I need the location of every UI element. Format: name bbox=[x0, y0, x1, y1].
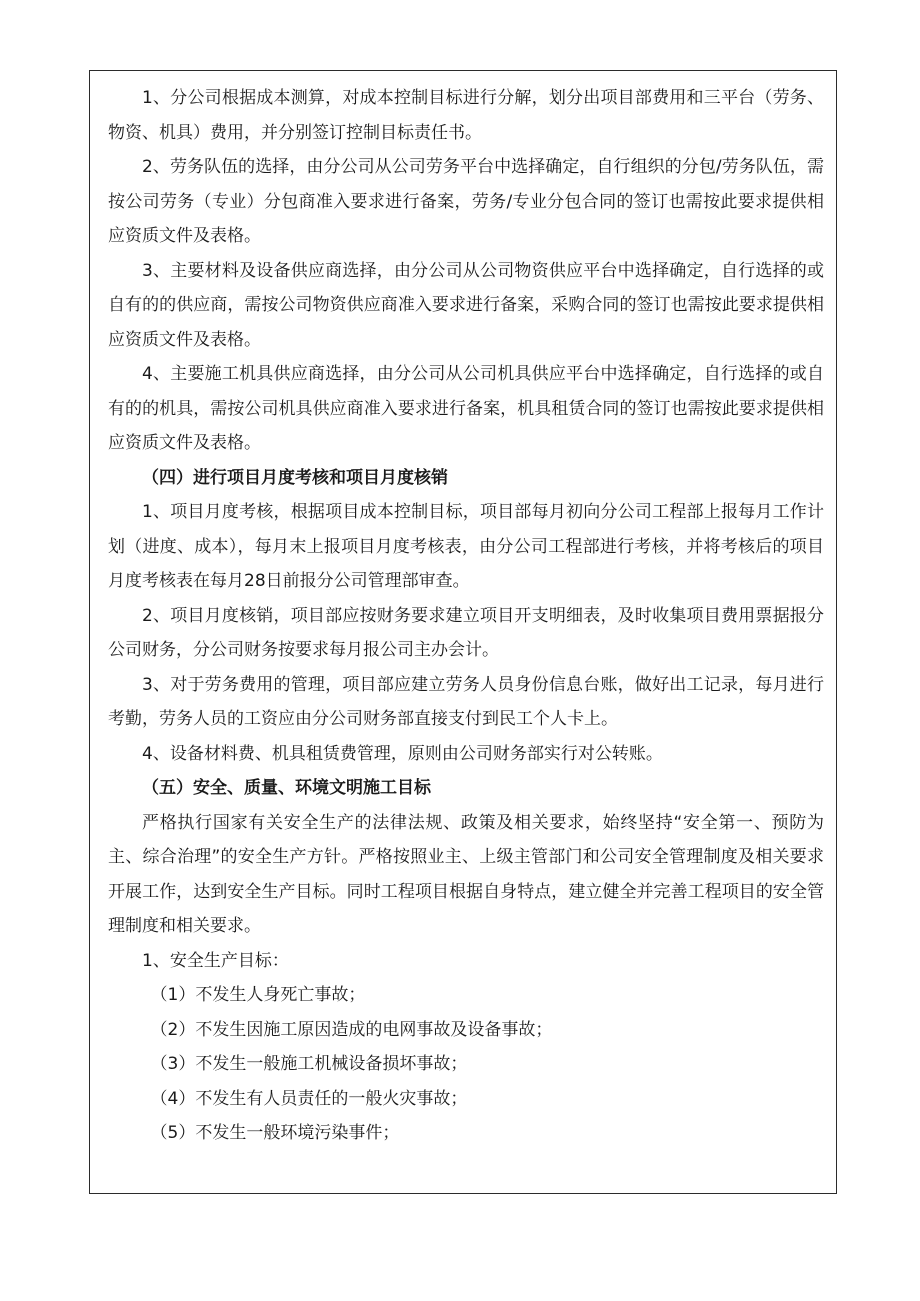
paragraph: 3、主要材料及设备供应商选择，由分公司从公司物资供应平台中选择确定，自行选择的或自有的的供应商，需按公司物资供应商准入要求进行备案，采购合同的签订也需按此要求提供相应资质文件及表格。 bbox=[108, 260, 824, 350]
list-item: （3）不发生一般施工机械设备损坏事故； bbox=[150, 1054, 468, 1074]
paragraph: 2、项目月度核销，项目部应按财务要求建立项目开支明细表，及时收集项目费用票据报分公司财务，分公司财务按要求每月报公司主办会计。 bbox=[108, 605, 824, 660]
document-table-cell bbox=[89, 70, 837, 1194]
list-item: （2）不发生因施工原因造成的电网事故及设备事故； bbox=[150, 1019, 553, 1040]
section-heading: （四）进行项目月度考核和项目月度核销 bbox=[142, 467, 448, 488]
list-item: （1）不发生人身死亡事故； bbox=[150, 985, 366, 1005]
section-heading: （五）安全、质量、环境文明施工目标 bbox=[142, 778, 431, 798]
paragraph: 4、设备材料费、机具租赁费管理，原则由公司财务部实行对公转账。 bbox=[142, 743, 663, 764]
paragraph: 1、项目月度考核，根据项目成本控制目标，项目部每月初向分公司工程部上报每月工作计划（进度、成本），每月末上报项目月度考核表，由分公司工程部进行考核，并将考核后的项目月度考核表在每月28日前报分公司管理部审查。 bbox=[108, 502, 824, 591]
list-item: （5）不发生一般环境污染事件； bbox=[150, 1123, 400, 1143]
paragraph: 1、分公司根据成本测算，对成本控制目标进行分解，划分出项目部费用和三平台（劳务、物资、机具）费用，并分别签订控制目标责任书。 bbox=[108, 88, 824, 143]
paragraph: 3、对于劳务费用的管理，项目部应建立劳务人员身份信息台账，做好出工记录，每月进行考勤，劳务人员的工资应由分公司财务部直接支付到民工个人卡上。 bbox=[108, 674, 824, 729]
document-body bbox=[108, 81, 824, 1151]
paragraph: 严格执行国家有关安全生产的法律法规、政策及相关要求，始终坚持“安全第一、预防为主、综合治理”的安全生产方针。严格按照业主、上级主管部门和公司安全管理制度及相关要求开展工作，达到安全生产目标。同时工程项目根据自身特点，建立健全并完善工程项目的安全管理制度和相关要求。 bbox=[108, 812, 824, 936]
paragraph: 2、劳务队伍的选择，由分公司从公司劳务平台中选择确定，自行组织的分包/劳务队伍，需按公司劳务（专业）分包商准入要求进行备案，劳务/专业分包合同的签订也需按此要求提供相应资质文件及表格。 bbox=[108, 157, 824, 246]
paragraph: 1、安全生产目标： bbox=[142, 950, 289, 971]
list-item: （4）不发生有人员责任的一般火灾事故； bbox=[150, 1088, 468, 1109]
paragraph: 4、主要施工机具供应商选择，由分公司从公司机具供应平台中选择确定，自行选择的或自有的的机具，需按公司机具供应商准入要求进行备案，机具租赁合同的签订也需按此要求提供相应资质文件及表格。 bbox=[108, 364, 824, 453]
